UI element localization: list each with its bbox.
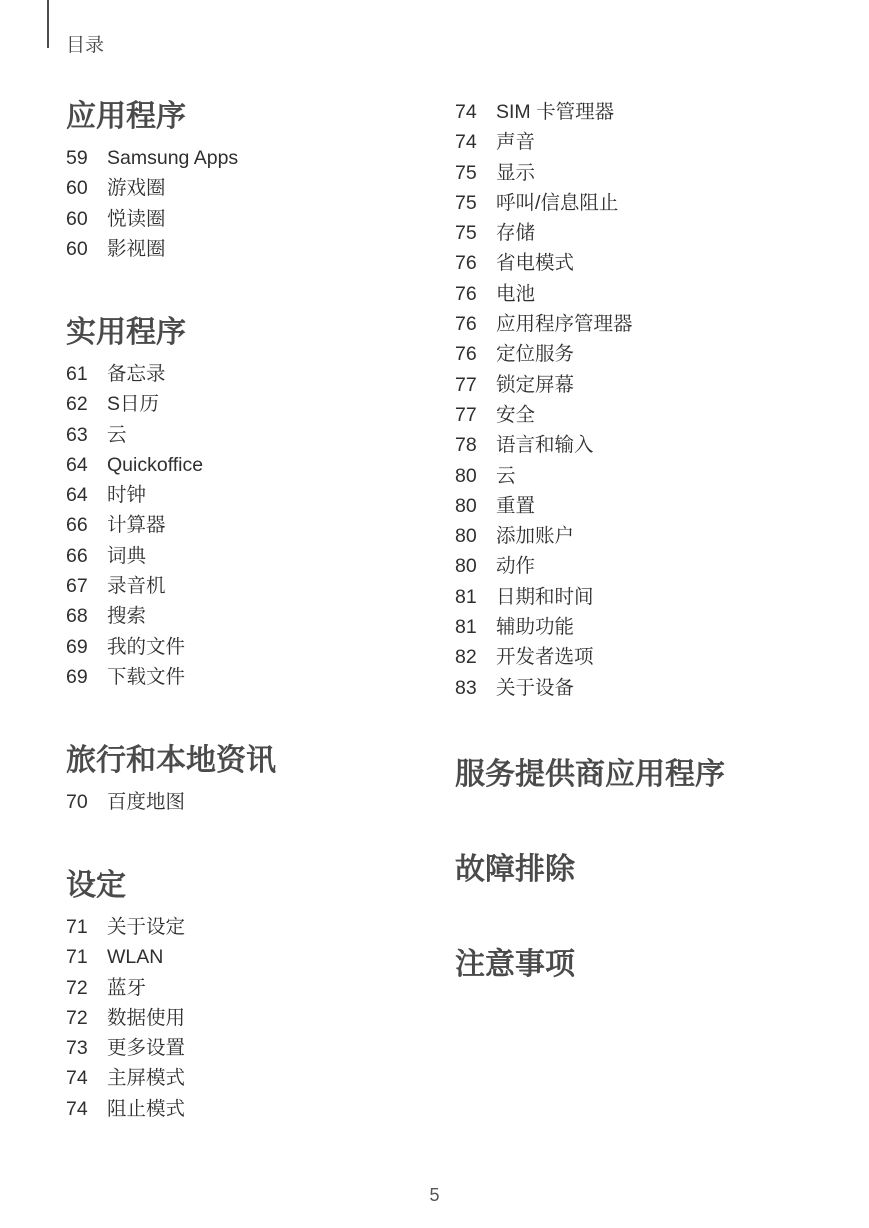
- toc-section-troubleshooting: [455, 850, 835, 890]
- entry-page-number: 67: [66, 575, 88, 598]
- toc-entry[interactable]: [455, 309, 835, 339]
- entry-title: 数据使用: [107, 1006, 186, 1029]
- entry-title: 主屏模式: [107, 1067, 186, 1090]
- toc-entry[interactable]: [455, 279, 835, 309]
- entry-title: 声音: [496, 131, 536, 154]
- entry-title: 搜索: [107, 605, 147, 628]
- entry-title: 安全: [496, 403, 536, 426]
- toc-entry[interactable]: [66, 1003, 446, 1033]
- toc-entry[interactable]: [455, 521, 835, 551]
- entry-page-number: 60: [66, 177, 88, 200]
- toc-entry[interactable]: [66, 662, 446, 692]
- entry-page-number: 59: [66, 147, 88, 169]
- entry-title: 省电模式: [496, 252, 575, 275]
- entry-title: 影视圈: [107, 237, 166, 260]
- entry-page-number: 74: [66, 1067, 88, 1090]
- section-heading[interactable]: 注意事项: [455, 948, 575, 981]
- entry-title: 定位服务: [496, 343, 575, 366]
- toc-section-apps: [66, 97, 446, 264]
- entry-title: Samsung Apps: [107, 147, 239, 169]
- toc-entry[interactable]: [66, 143, 446, 173]
- entry-title: 应用程序管理器: [496, 313, 633, 336]
- entry-page-number: 76: [455, 343, 477, 366]
- entry-list: [66, 912, 446, 1124]
- toc-entry[interactable]: [66, 632, 446, 662]
- header-rule: [47, 0, 49, 48]
- entry-title: 显示: [496, 161, 536, 184]
- toc-entry[interactable]: [66, 912, 446, 942]
- toc-entry[interactable]: [66, 420, 446, 450]
- toc-entry[interactable]: [455, 248, 835, 278]
- entry-title: 语言和输入: [496, 434, 594, 457]
- entry-title: 电池: [496, 282, 536, 305]
- entry-page-number: 80: [455, 525, 477, 548]
- toc-section-precautions: [455, 945, 835, 985]
- entry-title: 时钟: [107, 484, 147, 507]
- entry-page-number: 68: [66, 605, 88, 628]
- running-header: 目录: [66, 35, 105, 56]
- toc-settings-continued: [455, 97, 835, 703]
- toc-entry[interactable]: [455, 673, 835, 703]
- toc-entry[interactable]: [66, 359, 446, 389]
- entry-title: 锁定屏幕: [496, 373, 575, 396]
- entry-title: 云: [107, 423, 127, 446]
- entry-page-number: 74: [455, 101, 477, 123]
- entry-list: [66, 143, 446, 264]
- entry-page-number: 60: [66, 237, 88, 260]
- toc-entry[interactable]: [455, 642, 835, 672]
- entry-title: 云: [496, 464, 516, 487]
- toc-entry[interactable]: [455, 430, 835, 460]
- toc-entry[interactable]: [66, 480, 446, 510]
- entry-page-number: 75: [455, 161, 477, 184]
- entry-title: 下载文件: [107, 665, 186, 688]
- toc-entry[interactable]: [455, 97, 835, 127]
- toc-entry[interactable]: [66, 787, 446, 817]
- entry-title: 重置: [496, 494, 536, 517]
- section-heading[interactable]: 旅行和本地资讯: [66, 744, 276, 777]
- toc-entry[interactable]: [66, 1033, 446, 1063]
- toc-entry[interactable]: [66, 450, 446, 480]
- page-number: 5: [429, 1185, 440, 1205]
- entry-page-number: 77: [455, 403, 477, 426]
- entry-page-number: 81: [455, 616, 477, 639]
- toc-entry[interactable]: [455, 612, 835, 642]
- toc-entry[interactable]: [66, 204, 446, 234]
- entry-title: 呼叫/信息阻止: [496, 191, 619, 214]
- entry-title: 百度地图: [107, 791, 186, 813]
- entry-title: 备忘录: [107, 363, 166, 385]
- entry-page-number: 63: [66, 423, 88, 446]
- toc-entry[interactable]: [455, 188, 835, 218]
- entry-title: 存储: [496, 222, 536, 245]
- entry-title: S日历: [107, 393, 160, 416]
- entry-title: 更多设置: [107, 1037, 186, 1060]
- toc-entry[interactable]: [66, 234, 446, 264]
- entry-page-number: 75: [455, 222, 477, 245]
- entry-page-number: 76: [455, 252, 477, 275]
- entry-page-number: 66: [66, 514, 88, 537]
- entry-list: [66, 787, 446, 817]
- toc-entry[interactable]: [455, 461, 835, 491]
- entry-page-number: 71: [66, 916, 88, 938]
- section-heading[interactable]: 故障排除: [455, 853, 575, 886]
- entry-page-number: 74: [455, 131, 477, 154]
- entry-title: WLAN: [107, 946, 164, 969]
- entry-title: Quickoffice: [107, 453, 204, 476]
- toc-entry[interactable]: [66, 1063, 446, 1093]
- entry-page-number: 78: [455, 434, 477, 457]
- toc-entry[interactable]: [455, 370, 835, 400]
- entry-page-number: 69: [66, 665, 88, 688]
- entry-title: 录音机: [107, 575, 166, 598]
- entry-title: 悦读圈: [107, 207, 166, 230]
- section-heading[interactable]: 设定: [66, 869, 126, 902]
- entry-page-number: 80: [455, 464, 477, 487]
- toc-section-settings: [66, 866, 446, 1124]
- entry-page-number: 72: [66, 1006, 88, 1029]
- toc-entry[interactable]: [66, 942, 446, 972]
- toc-entry[interactable]: [455, 127, 835, 157]
- entry-title: 添加账户: [496, 525, 575, 548]
- entry-page-number: 66: [66, 544, 88, 567]
- toc-entry[interactable]: [66, 1094, 446, 1124]
- toc-entry[interactable]: [455, 218, 835, 248]
- entry-title: 词典: [107, 544, 147, 567]
- entry-list: [66, 359, 446, 692]
- toc-entry[interactable]: [66, 510, 446, 540]
- toc-entry[interactable]: [66, 973, 446, 1003]
- entry-title: 游戏圈: [107, 177, 166, 200]
- entry-title: 辅助功能: [496, 616, 575, 639]
- entry-page-number: 72: [66, 976, 88, 999]
- entry-page-number: 73: [66, 1037, 88, 1060]
- entry-page-number: 76: [455, 313, 477, 336]
- entry-page-number: 71: [66, 946, 88, 969]
- entry-page-number: 61: [66, 363, 88, 385]
- toc-entry[interactable]: [66, 173, 446, 203]
- toc-entry[interactable]: [66, 389, 446, 419]
- entry-page-number: 64: [66, 484, 88, 507]
- entry-page-number: 80: [455, 555, 477, 578]
- toc-entry[interactable]: [455, 400, 835, 430]
- section-heading[interactable]: 实用程序: [66, 316, 186, 349]
- entry-page-number: 70: [66, 791, 88, 813]
- toc-section-utilities: [66, 313, 446, 692]
- entry-page-number: 77: [455, 373, 477, 396]
- entry-title: 阻止模式: [107, 1097, 186, 1120]
- entry-page-number: 83: [455, 676, 477, 699]
- entry-title: 我的文件: [107, 635, 186, 658]
- entry-page-number: 60: [66, 207, 88, 230]
- toc-section-travel: [66, 741, 446, 817]
- toc-entry[interactable]: [455, 551, 835, 581]
- entry-page-number: 75: [455, 191, 477, 214]
- toc-entry[interactable]: [66, 601, 446, 631]
- toc-entry[interactable]: [455, 491, 835, 521]
- entry-page-number: 62: [66, 393, 88, 416]
- entry-title: 日期和时间: [496, 585, 594, 608]
- entry-page-number: 81: [455, 585, 477, 608]
- toc-section-carrier-apps: [455, 755, 835, 795]
- entry-page-number: 69: [66, 635, 88, 658]
- toc-entry[interactable]: [66, 571, 446, 601]
- entry-page-number: 82: [455, 646, 477, 669]
- toc-entry[interactable]: [455, 582, 835, 612]
- entry-page-number: 74: [66, 1097, 88, 1120]
- toc-entry[interactable]: [66, 541, 446, 571]
- entry-page-number: 64: [66, 453, 88, 476]
- toc-entry[interactable]: [455, 339, 835, 369]
- entry-title: 蓝牙: [107, 976, 147, 999]
- entry-title: 关于设备: [496, 676, 575, 699]
- entry-title: 关于设定: [107, 916, 186, 938]
- entry-page-number: 80: [455, 494, 477, 517]
- entry-list: [455, 97, 835, 703]
- entry-title: 计算器: [107, 514, 166, 537]
- toc-entry[interactable]: [455, 158, 835, 188]
- entry-title: SIM 卡管理器: [496, 101, 615, 123]
- section-heading[interactable]: 应用程序: [66, 100, 186, 133]
- entry-page-number: 76: [455, 282, 477, 305]
- entry-title: 开发者选项: [496, 646, 594, 669]
- entry-title: 动作: [496, 555, 536, 578]
- section-heading[interactable]: 服务提供商应用程序: [455, 758, 725, 791]
